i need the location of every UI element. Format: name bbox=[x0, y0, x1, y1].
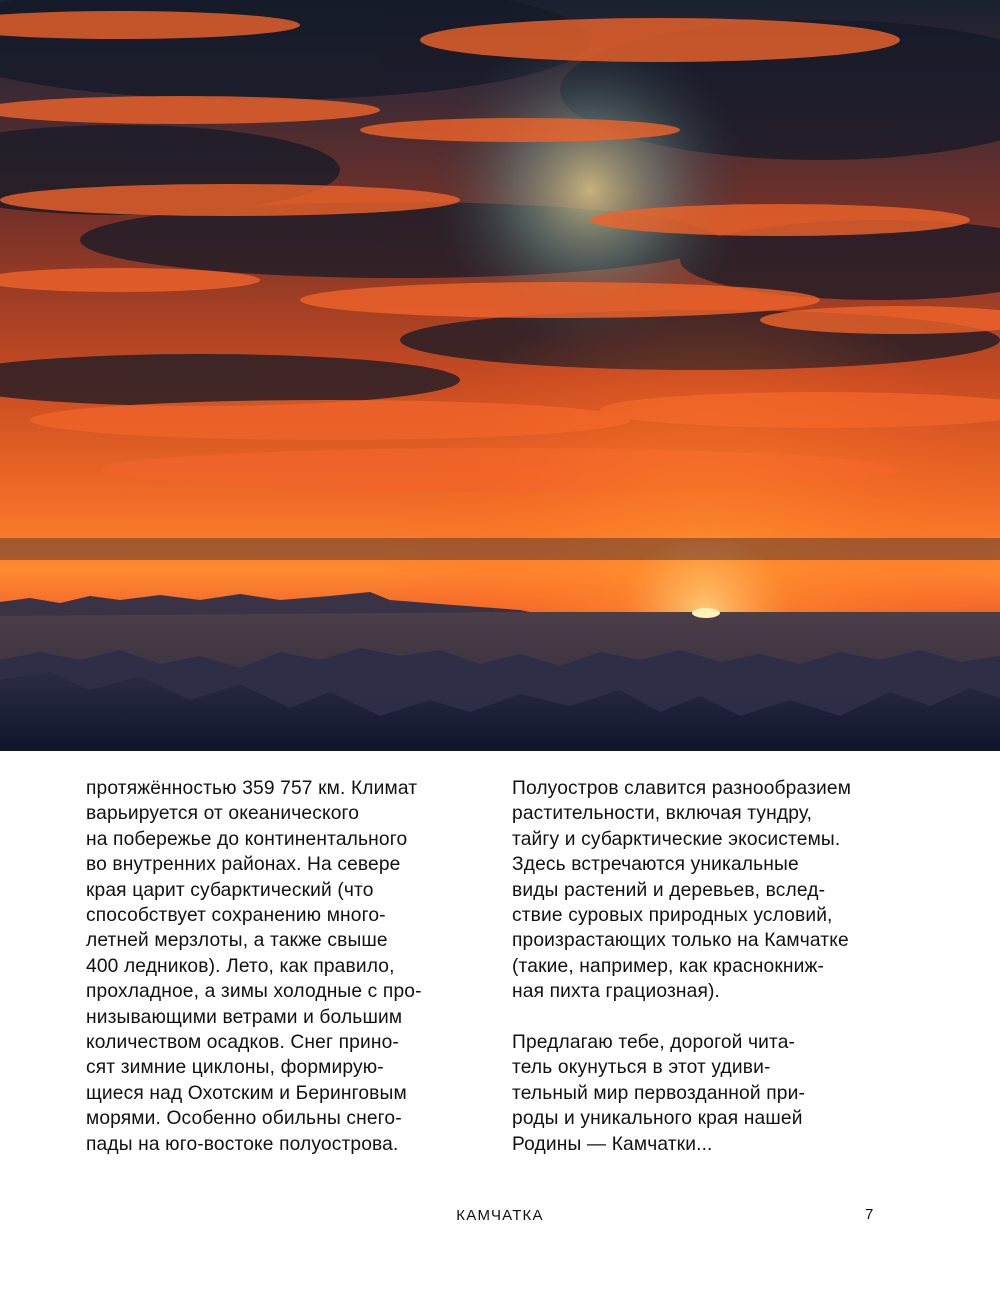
left-column bbox=[86, 776, 486, 1157]
paragraph-gap bbox=[512, 1005, 912, 1030]
text-line: Полуостров славится разнообразием bbox=[512, 778, 852, 799]
text-line: тельный мир первозданной при- bbox=[512, 1082, 805, 1104]
text-line: ствие суровых природных условий, bbox=[512, 905, 833, 927]
text-line: во внутренних районах. На севере bbox=[86, 854, 401, 876]
text-line: роды и уникального края нашей bbox=[512, 1108, 803, 1130]
text-line: Здесь встречаются уникальные bbox=[512, 854, 799, 876]
text-line: варьируется от океанического bbox=[86, 803, 360, 825]
paragraph-invitation bbox=[512, 1030, 912, 1157]
text-line: Предлагаю тебе, дорогой чита- bbox=[512, 1032, 796, 1054]
sun bbox=[692, 608, 720, 618]
text-line: виды растений и деревьев, вслед- bbox=[512, 879, 826, 901]
right-column bbox=[512, 776, 912, 1157]
text-line: на побережье до континентального bbox=[86, 828, 408, 850]
text-line: щиеся над Охотским и Беринговым bbox=[86, 1082, 407, 1104]
running-footer-title: КАМЧАТКА bbox=[456, 1207, 544, 1224]
text-line: низывающими ветрами и большим bbox=[86, 1006, 403, 1028]
text-line: произрастающих только на Камчатке bbox=[512, 930, 849, 952]
text-line: сят зимние циклоны, формирую- bbox=[86, 1057, 384, 1079]
page-number: 7 bbox=[865, 1206, 874, 1223]
text-line: края царит субарктический (что bbox=[86, 879, 374, 901]
text-line: количеством осадков. Снег прино- bbox=[86, 1032, 399, 1054]
text-line: тайгу и субарктические экосистемы. bbox=[512, 828, 841, 850]
text-line: летней мерзлоты, а также свыше bbox=[86, 930, 388, 952]
text-line: протяжённостью 359 757 км. Климат bbox=[86, 778, 418, 799]
text-line: ная пихта грациозная). bbox=[512, 981, 721, 1003]
text-line: тель окунуться в этот удиви- bbox=[512, 1057, 771, 1079]
text-line: 400 ледников). Лето, как правило, bbox=[86, 955, 395, 977]
text-line: прохладное, а зимы холодные с про- bbox=[86, 981, 422, 1003]
text-line: способствует сохранению много- bbox=[86, 905, 386, 927]
text-line: растительности, включая тундру, bbox=[512, 803, 813, 825]
text-line: (такие, например, как краснокниж- bbox=[512, 955, 825, 977]
text-line: морями. Особенно обильны снего- bbox=[86, 1108, 402, 1130]
paragraph-vegetation bbox=[512, 776, 912, 1005]
text-line: пады на юго-востоке полуострова. bbox=[86, 1133, 399, 1155]
text-line: Родины — Камчатки... bbox=[512, 1133, 713, 1155]
